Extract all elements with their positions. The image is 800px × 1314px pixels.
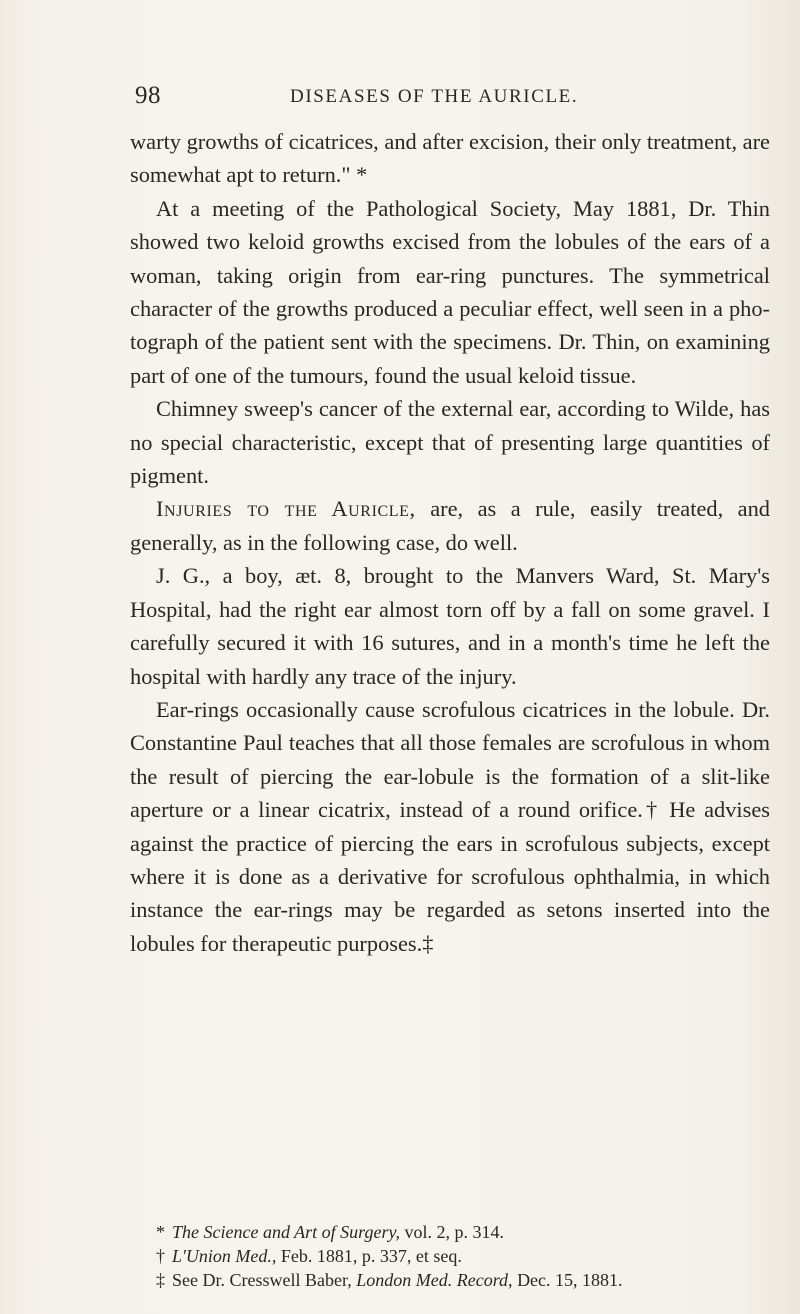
footnote (156, 1244, 776, 1268)
footnote (156, 1268, 776, 1292)
running-head: DISEASES OF THE AURICLE. (290, 86, 579, 107)
paragraph-ear-rings: Ear-rings occasionally cause scrofulous cicatrices in the lobule. Dr. Constantine Paul teaches that all those females are scrofulous in whom the result of piercing the ear-lobule is the formation of a slit-like aperture or a linear cicatrix, instead of a round orifice.† He advises against the practice of piercing the ears in scrofulous subjects, except where it is done as a derivative for scrofulous ophthalmia, in which instance the ear-rings may be regarded as setons inserted into the lobules for therapeutic purposes.‡ (130, 696, 770, 956)
body-text (130, 125, 770, 960)
footnote-title: L'Union Med., (172, 1246, 277, 1266)
footnote-mark: † (156, 1246, 165, 1266)
footnote-rest: vol. 2, p. 314. (399, 1222, 504, 1242)
footnote (156, 1220, 776, 1244)
paragraph-chimney-sweep: Chimney sweep's cancer of the external ear, according to Wilde, has no special characteristic, except that of presenting large quantities of pigment. (130, 396, 770, 489)
section-lead-injuries: Injuries to the Auricle, (156, 496, 416, 522)
footnote-rest: Dec. 15, 1881. (512, 1270, 623, 1290)
page-number: 98 (135, 82, 161, 109)
footnotes (156, 1220, 776, 1292)
page-header (0, 82, 800, 112)
footnote-title: The Science and Art of Surgery, (172, 1222, 400, 1242)
paragraph-injuries (130, 492, 770, 559)
paragraph-case-report: J. G., a boy, æt. 8, brought to the Manvers Ward, St. Mary's Hospital, had the right ear almost torn off by a fall on some gravel. I carefully secured it with 16 sutures, and in a month's time he left the hospital with hardly any trace of the injury. (130, 563, 770, 689)
paragraph-injuries-text: are, as a rule, easily treated, and generally, as in the following case, do well. (130, 496, 770, 555)
footnote-mark: ‡ (156, 1270, 165, 1290)
footnote-rest: Feb. 1881, p. 337, et seq. (276, 1246, 462, 1266)
paragraph-pathological-society: At a meeting of the Pathological Society, May 1881, Dr. Thin showed two keloid growths excised from the lobules of the ears of a woman, taking origin from ear-ring punctures. The symmetrical character of the growths produced a peculiar effect, well seen in a photograph of the patient sent with the specimens. Dr. Thin, on examining part of one of the tumours, found the usual keloid tissue. (130, 195, 770, 388)
footnote-title: London Med. Record, (356, 1270, 513, 1290)
paragraph-continuation: warty growths of cicatrices, and after excision, their only treatment, are somewhat apt to return." * (130, 129, 770, 188)
footnote-prefix: See Dr. Cresswell Baber, (172, 1270, 357, 1290)
footnote-mark: * (156, 1222, 165, 1242)
